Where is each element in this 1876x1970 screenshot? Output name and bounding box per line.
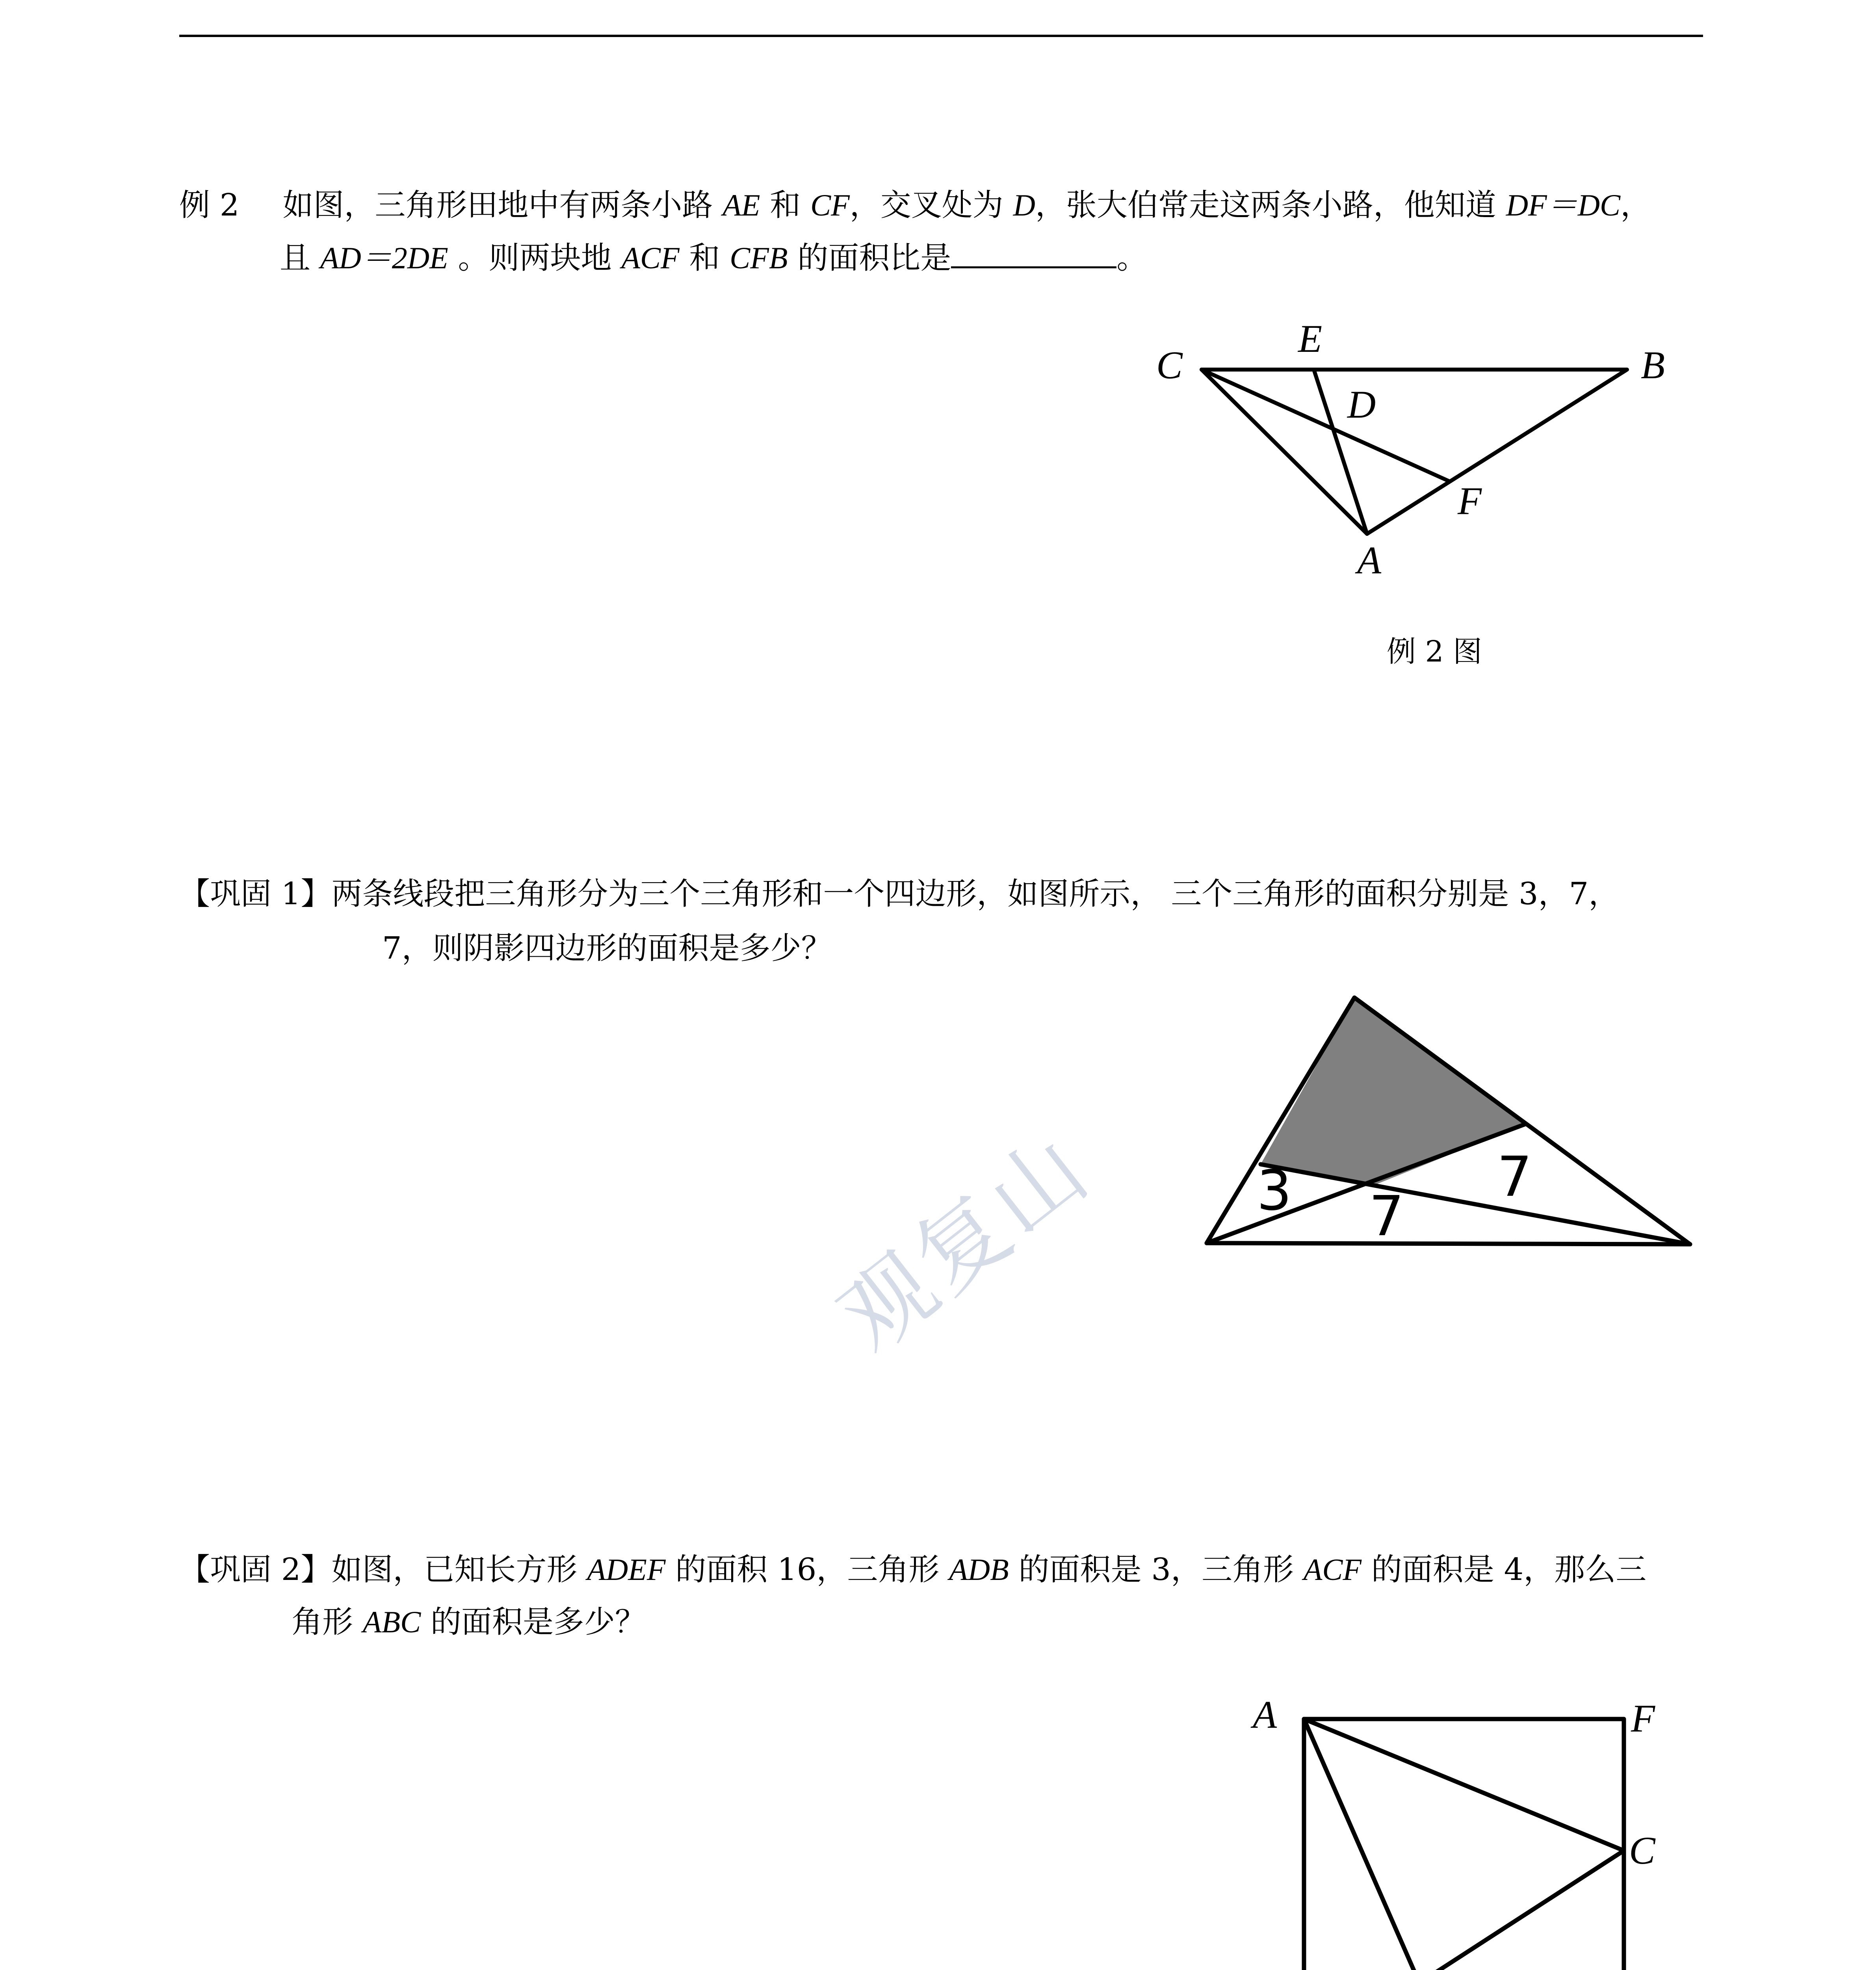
example2-figure [1202, 370, 1627, 534]
consolidate1-label: 【巩固 1】 [179, 876, 332, 912]
consolidate2-figure [1304, 1719, 1624, 1970]
example2-line2: 且 AD＝2DE 。则两块地 ACF 和 CFB 的面积比是 。 [280, 235, 1147, 281]
consolidate2-line2: 角形 ABC 的面积是多少？ [292, 1604, 646, 1640]
consolidate1-line2: 7，则阴影四边形的面积是多少？ [382, 931, 832, 966]
segment-CF [1202, 370, 1450, 481]
example2-line1: 例 2 如图，三角形田地中有两条小路 AE 和 CF，交叉处为 D，张大伯常走这两条小路，他知道 DF＝DC， [179, 188, 1651, 223]
label-A: A [1253, 1693, 1277, 1736]
segment-1 [1261, 1164, 1690, 1244]
label-F: F [1631, 1697, 1655, 1740]
watermark: 观复山 [820, 1114, 1109, 1372]
area-label-7-right: 7 [1497, 1145, 1532, 1209]
consolidate1-line1: 【巩固 1】两条线段把三角形分为三个三角形和一个四边形，如图所示， 三个三角形的面积分别是 3，7， [179, 876, 1620, 912]
label-B: B [1641, 343, 1665, 387]
area-label-3: 3 [1257, 1159, 1292, 1223]
triangle-ABC [1304, 1719, 1624, 1970]
consolidate2-label: 【巩固 2】 [179, 1552, 332, 1587]
consolidate1-figure [1207, 998, 1690, 1249]
label-C: C [1629, 1829, 1655, 1872]
label-E: E [1298, 317, 1322, 361]
label-F: F [1458, 479, 1482, 523]
triangle-ABC [1202, 370, 1627, 534]
label-C: C [1156, 343, 1183, 387]
rectangle-ADEF [1304, 1719, 1624, 1970]
example2-caption: 例 2 图 [1387, 635, 1482, 669]
label-A: A [1357, 538, 1382, 582]
label-D: D [1347, 383, 1376, 426]
area-label-7-bottom: 7 [1369, 1184, 1404, 1249]
consolidate2-line1: 【巩固 2】如图，已知长方形 ADEF 的面积 16，三角形 ADB 的面积是 3，三角形 ACF 的面积是 4，那么三 [179, 1552, 1647, 1587]
example2-label: 例 2 [179, 188, 240, 223]
